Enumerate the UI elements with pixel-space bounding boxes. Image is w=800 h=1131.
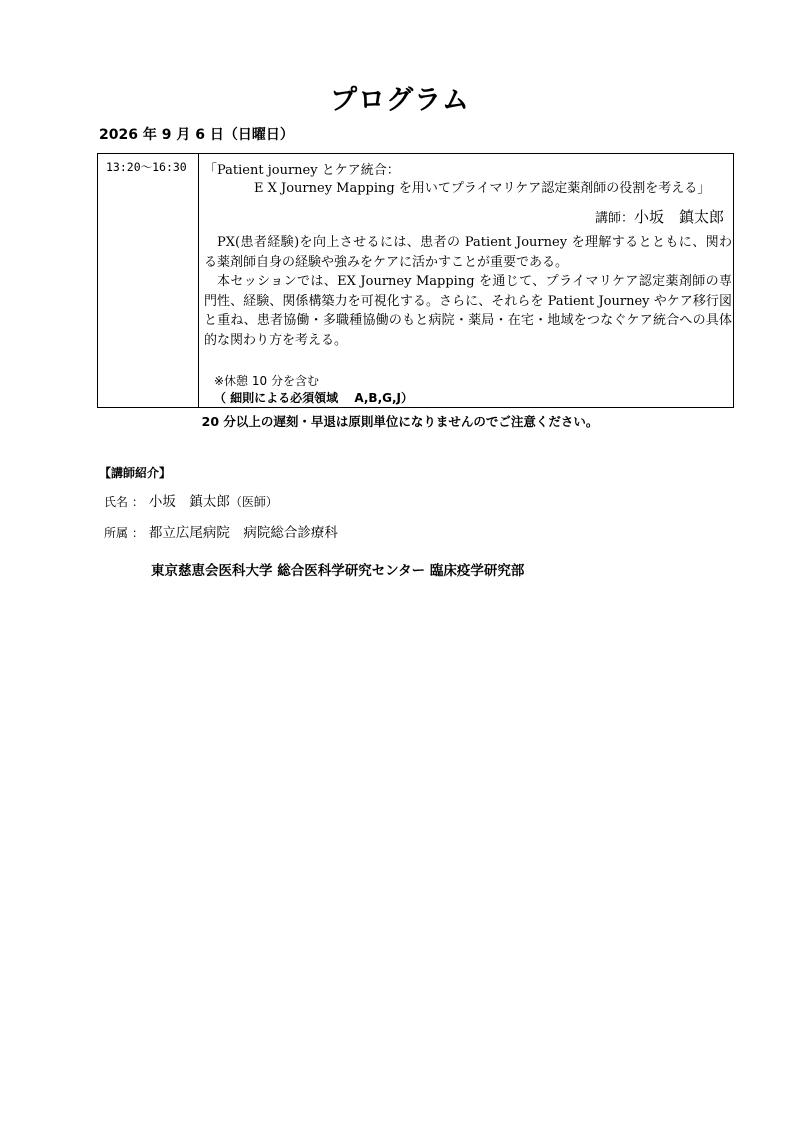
name-role: （医師） [229,495,278,509]
attendance-warning: 20 分以上の遅刻・早退は原則単位になりませんのでご注意ください。 [201,414,599,429]
session-cell [199,154,733,407]
affiliation-value-2: 東京慈恵会医科大学 総合医科学研究センター 臨床疫学研究部 [151,563,525,579]
session-description [204,233,732,350]
description-paragraph-1: PX(患者経験)を向上させるには、患者の Patient Journey を理解するとともに、関わる薬剤師自身の経験や強みをケアに活かすことが重要である。 [204,235,732,270]
name-label: 氏名 ： [104,495,144,509]
program-table [97,153,734,408]
affiliation-value-1: 都立広尾病院 病院総合診療科 [148,525,338,541]
required-domain-note: （ 細則による必須領域 A,B,G,J） [214,391,414,405]
lecturer-label: 講師： [594,211,634,226]
session-title-line1: 「Patient journey とケア統合： [204,163,400,178]
lecturer-name: 小坂 鎮太郎 [633,208,724,226]
lecturer-intro-heading: 【講師紹介】 [99,466,172,480]
affiliation-label: 所属 ： [104,526,144,540]
session-time: 13:20～16:30 [106,160,187,174]
event-date: 2026 年 9 月 6 日（日曜日） [99,127,294,143]
break-note: ※休憩 10 分を含む [214,374,319,388]
name-value: 小坂 鎮太郎 [148,494,230,510]
page-title: プログラム [330,85,470,116]
lecturer-line [595,206,724,227]
session-title-line2: E X Journey Mapping を用いてプライマリケア認定薬剤師の役割を考える」 [254,181,711,196]
description-paragraph-2: 本セッションでは、EX Journey Mapping を通じて、プライマリケア認定薬剤師の専門性、経験、関係構築力を可視化する。さらに、それらを Patient Journey やケア移行図と重ね、患者協働・多職種協働のもと病院・薬局・在宅・地域をつなぐケア統合への具体的な関わり方を考える。 [204,274,732,348]
lecturer-affiliation-row [104,521,338,541]
lecturer-name-row [104,490,278,510]
